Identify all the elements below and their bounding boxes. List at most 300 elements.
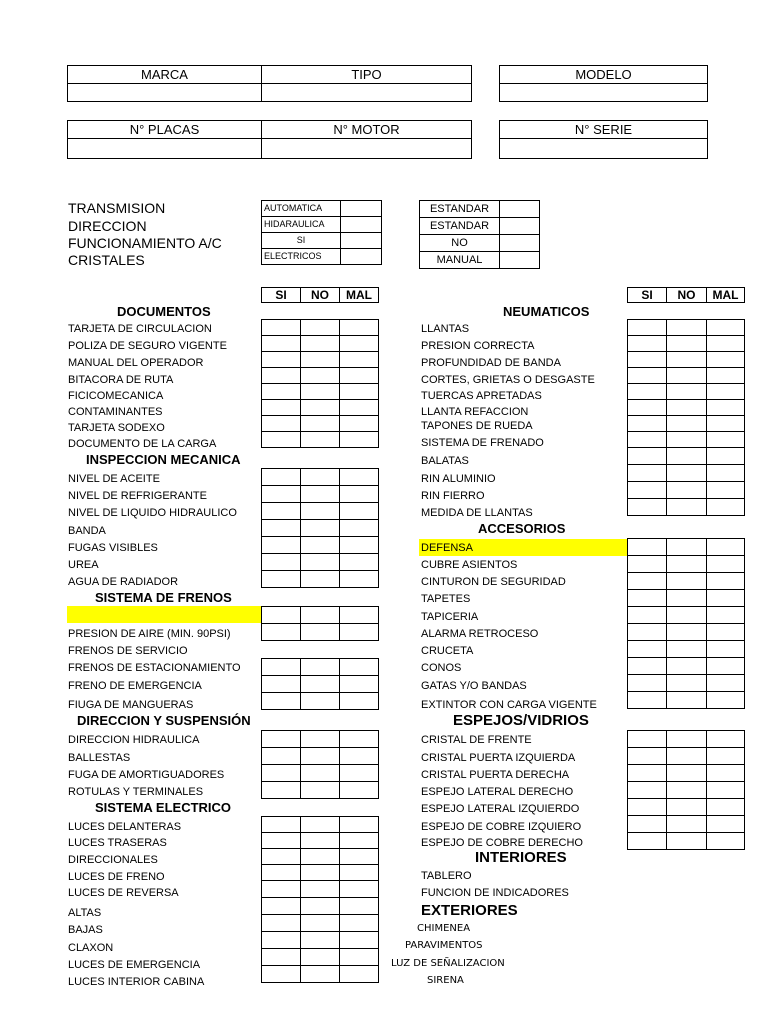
check-cell[interactable]	[301, 607, 340, 624]
check-cell[interactable]	[262, 659, 301, 676]
check-cell[interactable]	[340, 731, 379, 748]
check-cell[interactable]	[628, 416, 667, 432]
check-cell[interactable]	[628, 448, 667, 465]
item-profundidad-de-banda: PROFUNDIDAD DE BANDA	[421, 357, 561, 369]
check-cell[interactable]	[628, 539, 667, 556]
grid-documentos	[261, 319, 379, 448]
check-cell[interactable]	[628, 352, 667, 368]
check-cell[interactable]	[667, 607, 707, 624]
check-cell[interactable]	[262, 469, 301, 486]
check-cell[interactable]	[667, 400, 707, 416]
col-no-right: NO	[667, 288, 707, 303]
item-tapones-de-rueda: TAPONES DE RUEDA	[421, 420, 533, 432]
item-documento-de-la-carga: DOCUMENTO DE LA CARGA	[68, 438, 217, 450]
check-cell[interactable]	[340, 607, 379, 624]
check-cell[interactable]	[301, 537, 340, 554]
item-luces-interior-cabina: LUCES INTERIOR CABINA	[68, 976, 205, 988]
check-cell[interactable]	[628, 320, 667, 336]
check-cell[interactable]	[667, 590, 707, 607]
check-cell[interactable]	[262, 676, 301, 693]
item-freno-de-emergencia: FRENO DE EMERGENCIA	[68, 680, 202, 692]
item-gatas-y-o-bandas: GATAS Y/O BANDAS	[421, 680, 527, 692]
section-title-neumaticos: NEUMATICOS	[503, 304, 590, 319]
right-column-headers	[627, 287, 745, 303]
col-si-left: SI	[262, 288, 301, 303]
item-direccionales: DIRECCIONALES	[68, 854, 158, 866]
check-cell[interactable]	[262, 554, 301, 571]
check-cell[interactable]	[340, 554, 379, 571]
check-cell[interactable]	[707, 416, 745, 432]
check-cell[interactable]	[667, 336, 707, 352]
check-cell[interactable]	[340, 503, 379, 520]
check-cell[interactable]	[262, 320, 301, 336]
check-cell[interactable]	[707, 499, 745, 516]
check-cell[interactable]	[262, 865, 301, 881]
item-luces-de-reversa: LUCES DE REVERSA	[68, 887, 179, 899]
marca-header: MARCA	[68, 66, 262, 84]
checkbox-automatica[interactable]	[341, 201, 382, 217]
check-cell[interactable]	[707, 799, 745, 816]
check-cell[interactable]	[628, 675, 667, 692]
item-tuercas-apretadas: TUERCAS APRETADAS	[421, 390, 542, 402]
check-cell[interactable]	[262, 932, 301, 949]
check-cell[interactable]	[301, 881, 340, 898]
check-cell[interactable]	[628, 482, 667, 499]
check-cell[interactable]	[301, 400, 340, 416]
check-cell[interactable]	[707, 400, 745, 416]
col-mal-left: MAL	[340, 288, 379, 303]
checkbox-electricos[interactable]	[341, 249, 382, 265]
check-cell[interactable]	[667, 448, 707, 465]
check-cell[interactable]	[301, 782, 340, 799]
check-cell[interactable]	[667, 556, 707, 573]
check-cell[interactable]	[340, 486, 379, 503]
check-cell[interactable]	[262, 416, 301, 432]
check-cell[interactable]	[301, 765, 340, 782]
check-cell[interactable]	[340, 320, 379, 336]
check-cell[interactable]	[301, 486, 340, 503]
check-cell[interactable]	[628, 833, 667, 850]
checkbox-estandar-2[interactable]	[500, 218, 540, 235]
check-cell[interactable]	[667, 416, 707, 432]
check-cell[interactable]	[628, 368, 667, 384]
check-cell[interactable]	[707, 352, 745, 368]
grid-electrico	[261, 816, 379, 983]
item-nivel-de-liquido-hidraulico: NIVEL DE LIQUIDO HIDRAULICO	[68, 507, 237, 519]
section-title-mecanica: INSPECCION MECANICA	[86, 452, 241, 467]
option-estandar-2: ESTANDAR	[420, 218, 500, 235]
option-automatica: AUTOMATICA	[262, 201, 341, 217]
item-nivel-de-aceite: NIVEL DE ACEITE	[68, 473, 160, 485]
item-espejo-lateral-derecho: ESPEJO LATERAL DERECHO	[421, 786, 574, 798]
check-cell[interactable]	[628, 624, 667, 641]
check-cell[interactable]	[667, 748, 707, 765]
check-cell[interactable]	[301, 571, 340, 588]
check-cell[interactable]	[707, 448, 745, 465]
item-rotulas-y-terminales: ROTULAS Y TERMINALES	[68, 786, 204, 798]
item-cristal-puerta-derecha: CRISTAL PUERTA DERECHA	[421, 769, 570, 781]
item-espejo-de-cobre-derecho: ESPEJO DE COBRE DERECHO	[421, 837, 583, 849]
section-title-frenos: SISTEMA DE FRENOS	[95, 590, 232, 605]
item-espejo-lateral-izquierdo: ESPEJO LATERAL IZQUIERDO	[421, 803, 580, 815]
check-cell[interactable]	[340, 416, 379, 432]
item-claxon: CLAXON	[68, 942, 114, 954]
item-espejo-de-cobre-izquiero: ESPEJO DE COBRE IZQUIERO	[421, 821, 582, 833]
check-cell[interactable]	[262, 966, 301, 983]
check-cell[interactable]	[262, 336, 301, 352]
item-nivel-de-refrigerante: NIVEL DE REFRIGERANTE	[68, 490, 207, 502]
check-cell[interactable]	[301, 676, 340, 693]
check-cell[interactable]	[301, 336, 340, 352]
item-luces-de-emergencia: LUCES DE EMERGENCIA	[68, 959, 201, 971]
check-cell[interactable]	[667, 782, 707, 799]
check-cell[interactable]	[340, 849, 379, 865]
check-cell[interactable]	[340, 833, 379, 849]
check-cell[interactable]	[628, 731, 667, 748]
check-cell[interactable]	[340, 932, 379, 949]
check-cell[interactable]	[667, 833, 707, 850]
check-cell[interactable]	[628, 816, 667, 833]
check-cell[interactable]	[667, 624, 707, 641]
tipo-field[interactable]	[262, 84, 472, 102]
check-cell[interactable]	[707, 432, 745, 448]
item-fiuga-de-mangueras: FIUGA DE MANGUERAS	[68, 699, 194, 711]
check-cell[interactable]	[707, 368, 745, 384]
section-title-accesorios: ACCESORIOS	[478, 521, 566, 536]
check-cell[interactable]	[340, 915, 379, 932]
item-cortes-grietas-o-desgaste: CORTES, GRIETAS O DESGASTE	[421, 374, 595, 386]
check-cell[interactable]	[667, 658, 707, 675]
check-cell[interactable]	[707, 320, 745, 336]
check-cell[interactable]	[262, 624, 301, 641]
check-cell[interactable]	[707, 539, 745, 556]
check-cell[interactable]	[628, 748, 667, 765]
check-cell[interactable]	[301, 748, 340, 765]
item-chimenea: CHIMENEA	[417, 923, 471, 934]
item-altas: ALTAS	[68, 907, 102, 919]
option-manual: MANUAL	[420, 252, 500, 269]
checkbox-estandar-1[interactable]	[500, 201, 540, 218]
check-cell[interactable]	[262, 817, 301, 833]
item-sistema-de-frenado: SISTEMA DE FRENADO	[421, 437, 544, 449]
check-cell[interactable]	[301, 731, 340, 748]
check-cell[interactable]	[262, 949, 301, 966]
item-tapiceria: TAPICERIA	[421, 611, 479, 623]
check-cell[interactable]	[628, 799, 667, 816]
check-cell[interactable]	[301, 503, 340, 520]
check-cell[interactable]	[667, 765, 707, 782]
check-cell[interactable]	[262, 881, 301, 898]
check-cell[interactable]	[667, 799, 707, 816]
check-cell[interactable]	[707, 336, 745, 352]
check-cell[interactable]	[707, 692, 745, 709]
check-cell[interactable]	[667, 816, 707, 833]
check-cell[interactable]	[707, 675, 745, 692]
check-cell[interactable]	[262, 833, 301, 849]
placas-header: N° PLACAS	[68, 121, 262, 139]
check-cell[interactable]	[707, 556, 745, 573]
check-cell[interactable]	[628, 573, 667, 590]
left-column-headers	[261, 287, 379, 303]
checkbox-hidraulica[interactable]	[341, 217, 382, 233]
item-bajas: BAJAS	[68, 924, 103, 936]
check-cell[interactable]	[262, 503, 301, 520]
check-cell[interactable]	[262, 849, 301, 865]
col-si-right: SI	[628, 288, 667, 303]
check-cell[interactable]	[340, 817, 379, 833]
check-cell[interactable]	[667, 675, 707, 692]
check-cell[interactable]	[628, 336, 667, 352]
check-cell[interactable]	[707, 816, 745, 833]
modelo-field[interactable]	[500, 84, 708, 102]
check-cell[interactable]	[707, 482, 745, 499]
check-cell[interactable]	[340, 949, 379, 966]
modelo-header: MODELO	[500, 66, 708, 84]
item-rin-aluminio: RIN ALUMINIO	[421, 473, 496, 485]
item-conos: CONOS	[421, 662, 462, 674]
check-cell[interactable]	[707, 624, 745, 641]
check-cell[interactable]	[301, 966, 340, 983]
check-cell[interactable]	[262, 693, 301, 710]
check-cell[interactable]	[301, 865, 340, 881]
check-cell[interactable]	[262, 486, 301, 503]
check-cell[interactable]	[340, 336, 379, 352]
check-cell[interactable]	[262, 765, 301, 782]
check-cell[interactable]	[340, 469, 379, 486]
check-cell[interactable]	[301, 915, 340, 932]
check-cell[interactable]	[628, 400, 667, 416]
item-cinturon-de-seguridad: CINTURON DE SEGURIDAD	[421, 576, 566, 588]
section-title-interiores: INTERIORES	[475, 849, 567, 866]
check-cell[interactable]	[340, 432, 379, 448]
check-cell[interactable]	[340, 676, 379, 693]
check-cell[interactable]	[628, 607, 667, 624]
check-cell[interactable]	[262, 748, 301, 765]
check-cell[interactable]	[628, 658, 667, 675]
item-tarjeta-sodexo: TARJETA SODEXO	[68, 422, 165, 434]
check-cell[interactable]	[340, 782, 379, 799]
check-cell[interactable]	[301, 520, 340, 537]
check-cell[interactable]	[301, 554, 340, 571]
check-cell[interactable]	[340, 748, 379, 765]
check-cell[interactable]	[628, 465, 667, 482]
check-cell[interactable]	[301, 949, 340, 966]
check-cell[interactable]	[301, 624, 340, 641]
check-cell[interactable]	[301, 320, 340, 336]
item-presion-de-aire-min-90psi: PRESION DE AIRE (MIN. 90PSI)	[68, 628, 231, 640]
check-cell[interactable]	[340, 765, 379, 782]
item-bitacora-de-ruta: BITACORA DE RUTA	[68, 374, 174, 386]
check-cell[interactable]	[301, 384, 340, 400]
item-cristal-de-frente: CRISTAL DE FRENTE	[421, 734, 532, 746]
highlight-empty-row	[67, 606, 261, 623]
check-cell[interactable]	[628, 432, 667, 448]
check-cell[interactable]	[301, 469, 340, 486]
item-poliza-de-seguro-vigente: POLIZA DE SEGURO VIGENTE	[68, 340, 227, 352]
check-cell[interactable]	[707, 782, 745, 799]
check-cell[interactable]	[262, 352, 301, 368]
item-ballestas: BALLESTAS	[68, 752, 131, 764]
check-cell[interactable]	[628, 499, 667, 516]
item-paravimentos: PARAVIMENTOS	[405, 940, 483, 951]
check-cell[interactable]	[667, 482, 707, 499]
grid-espejos	[627, 730, 745, 850]
serie-table	[499, 120, 708, 159]
placas-field[interactable]	[68, 139, 262, 159]
check-cell[interactable]	[667, 731, 707, 748]
grid-direccion	[261, 730, 379, 799]
check-cell[interactable]	[707, 607, 745, 624]
check-cell[interactable]	[340, 865, 379, 881]
spec-label-direccion: DIRECCION	[68, 218, 147, 234]
check-cell[interactable]	[301, 693, 340, 710]
item-alarma-retroceso: ALARMA RETROCESO	[421, 628, 539, 640]
check-cell[interactable]	[262, 384, 301, 400]
check-cell[interactable]	[340, 368, 379, 384]
check-cell[interactable]	[628, 556, 667, 573]
check-cell[interactable]	[262, 915, 301, 932]
check-cell[interactable]	[340, 384, 379, 400]
item-cubre-asientos: CUBRE ASIENTOS	[421, 559, 518, 571]
check-cell[interactable]	[301, 416, 340, 432]
item-direccion-hidraulica: DIRECCION HIDRAULICA	[68, 734, 200, 746]
grid-accesorios	[627, 538, 745, 709]
check-cell[interactable]	[667, 465, 707, 482]
serie-header: N° SERIE	[500, 121, 708, 139]
check-cell[interactable]	[628, 765, 667, 782]
check-cell[interactable]	[667, 499, 707, 516]
check-cell[interactable]	[628, 641, 667, 658]
check-cell[interactable]	[262, 571, 301, 588]
section-title-documentos: DOCUMENTOS	[117, 304, 211, 319]
check-cell[interactable]	[340, 898, 379, 915]
check-cell[interactable]	[262, 731, 301, 748]
marca-field[interactable]	[68, 84, 262, 102]
check-cell[interactable]	[301, 352, 340, 368]
item-llantas: LLANTAS	[421, 323, 470, 335]
check-cell[interactable]	[262, 400, 301, 416]
check-cell[interactable]	[301, 817, 340, 833]
check-cell[interactable]	[707, 465, 745, 482]
item-agua-de-radiador: AGUA DE RADIADOR	[68, 576, 179, 588]
item-funcion-de-indicadores: FUNCION DE INDICADORES	[421, 887, 569, 899]
check-cell[interactable]	[340, 881, 379, 898]
spec-label-transmision: TRANSMISION	[68, 200, 166, 216]
check-cell[interactable]	[628, 384, 667, 400]
item-luz-de-senalizacion: LUZ DE SEÑALIZACION	[391, 958, 505, 969]
checkbox-si[interactable]	[341, 233, 382, 249]
check-cell[interactable]	[667, 573, 707, 590]
check-cell[interactable]	[707, 748, 745, 765]
check-cell[interactable]	[667, 352, 707, 368]
check-cell[interactable]	[340, 537, 379, 554]
item-urea: UREA	[68, 559, 99, 571]
serie-field[interactable]	[500, 139, 708, 159]
check-cell[interactable]	[340, 966, 379, 983]
item-fuga-de-amortiguadores: FUGA DE AMORTIGUADORES	[68, 769, 225, 781]
check-cell[interactable]	[262, 782, 301, 799]
item-extintor-con-carga-vigente: EXTINTOR CON CARGA VIGENTE	[421, 699, 597, 711]
check-cell[interactable]	[262, 607, 301, 624]
grid-mecanica	[261, 468, 379, 588]
section-title-espejos: ESPEJOS/VIDRIOS	[453, 712, 589, 729]
check-cell[interactable]	[301, 932, 340, 949]
item-luces-traseras: LUCES TRASERAS	[68, 837, 167, 849]
check-cell[interactable]	[667, 432, 707, 448]
grid-neumaticos	[627, 319, 745, 516]
option-electricos: ELECTRICOS	[262, 249, 341, 265]
item-rin-fierro: RIN FIERRO	[421, 490, 485, 502]
grid-frenos-b	[261, 658, 379, 710]
item-tablero: TABLERO	[421, 870, 472, 882]
spec-label-cristales: CRISTALES	[68, 252, 145, 268]
item-balatas: BALATAS	[421, 455, 469, 467]
check-cell[interactable]	[707, 731, 745, 748]
check-cell[interactable]	[667, 384, 707, 400]
checkbox-manual[interactable]	[500, 252, 540, 269]
check-cell[interactable]	[707, 384, 745, 400]
item-ficicomecanica: FICICOMECANICA	[68, 390, 164, 402]
item-presion-correcta: PRESION CORRECTA	[421, 340, 535, 352]
check-cell[interactable]	[707, 658, 745, 675]
check-cell[interactable]	[667, 692, 707, 709]
check-cell[interactable]	[707, 590, 745, 607]
check-cell[interactable]	[340, 352, 379, 368]
check-cell[interactable]	[340, 693, 379, 710]
check-cell[interactable]	[707, 573, 745, 590]
check-cell[interactable]	[628, 590, 667, 607]
vehicle-id-table	[67, 65, 472, 102]
motor-header: N° MOTOR	[262, 121, 472, 139]
check-cell[interactable]	[301, 432, 340, 448]
check-cell[interactable]	[340, 400, 379, 416]
check-cell[interactable]	[667, 641, 707, 658]
check-cell[interactable]	[301, 849, 340, 865]
check-cell[interactable]	[262, 520, 301, 537]
check-cell[interactable]	[667, 320, 707, 336]
placas-motor-table	[67, 120, 472, 159]
check-cell[interactable]	[301, 368, 340, 384]
motor-field[interactable]	[262, 139, 472, 159]
check-cell[interactable]	[707, 641, 745, 658]
check-cell[interactable]	[340, 520, 379, 537]
modelo-table	[499, 65, 708, 102]
check-cell[interactable]	[301, 898, 340, 915]
check-cell[interactable]	[262, 432, 301, 448]
item-banda: BANDA	[68, 525, 106, 537]
check-cell[interactable]	[707, 765, 745, 782]
check-cell[interactable]	[262, 368, 301, 384]
item-sirena: SIRENA	[427, 975, 464, 986]
check-cell[interactable]	[340, 659, 379, 676]
check-cell[interactable]	[262, 898, 301, 915]
check-cell[interactable]	[301, 659, 340, 676]
spec-options-b	[419, 200, 540, 269]
section-title-electrico: SISTEMA ELECTRICO	[95, 800, 232, 815]
check-cell[interactable]	[707, 833, 745, 850]
section-title-exteriores: EXTERIORES	[421, 902, 518, 919]
checkbox-no[interactable]	[500, 235, 540, 252]
check-cell[interactable]	[628, 692, 667, 709]
check-cell[interactable]	[301, 833, 340, 849]
check-cell[interactable]	[340, 571, 379, 588]
check-cell[interactable]	[667, 539, 707, 556]
check-cell[interactable]	[628, 782, 667, 799]
check-cell[interactable]	[262, 537, 301, 554]
check-cell[interactable]	[340, 624, 379, 641]
check-cell[interactable]	[667, 368, 707, 384]
item-medida-de-llantas: MEDIDA DE LLANTAS	[421, 507, 533, 519]
